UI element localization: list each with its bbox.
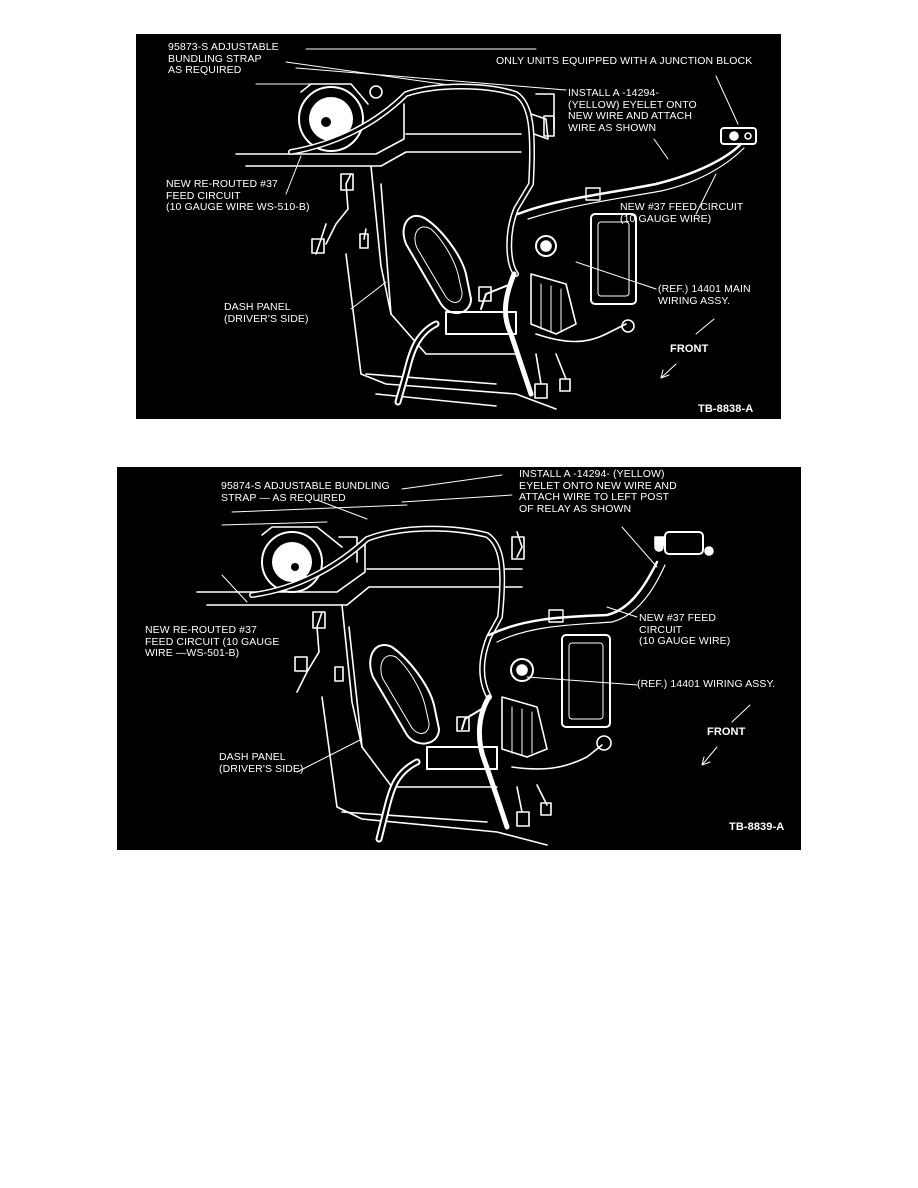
- label-junction-block: ONLY UNITS EQUIPPED WITH A JUNCTION BLOCK: [496, 55, 753, 67]
- label-install-eyelet: INSTALL A -14294- (YELLOW) EYELET ONTO NEW WIRE AND ATTACH WIRE AS SHOWN: [568, 87, 697, 134]
- dash-panel-outline: [197, 532, 547, 845]
- label-wiring-assy: (REF.) 14401 WIRING ASSY.: [637, 678, 776, 690]
- label-front: FRONT: [707, 726, 746, 738]
- label-dash-panel: DASH PANEL (DRIVER'S SIDE): [224, 301, 309, 325]
- label-bundling-strap: 95873-S ADJUSTABLE BUNDLING STRAP AS REQUIRED: [168, 41, 279, 76]
- label-new-feed-circuit: NEW #37 FEED CIRCUIT (10 GAUGE WIRE): [639, 612, 731, 647]
- label-install-eyelet: INSTALL A -14294- (YELLOW) EYELET ONTO NEW WIRE AND ATTACH WIRE TO LEFT POST OF RELAY AS SHOWN: [519, 468, 677, 515]
- diagram-top: [136, 34, 781, 419]
- label-rerouted-feed-circuit: NEW RE-ROUTED #37 FEED CIRCUIT (10 GAUGE WIRE —WS-501-B): [145, 624, 280, 659]
- figure-code: TB-8839-A: [729, 821, 785, 833]
- label-front: FRONT: [670, 343, 709, 355]
- diagram-bottom: [117, 467, 801, 850]
- label-dash-panel: DASH PANEL (DRIVER'S SIDE): [219, 751, 304, 775]
- label-new-feed-circuit: NEW #37 FEED CIRCUIT (10 GAUGE WIRE): [620, 201, 744, 225]
- label-bundling-strap: 95874-S ADJUSTABLE BUNDLING STRAP — AS REQUIRED: [221, 480, 390, 504]
- label-rerouted-feed-circuit: NEW RE-ROUTED #37 FEED CIRCUIT (10 GAUGE WIRE WS-510-B): [166, 178, 310, 213]
- label-main-wiring-assy: (REF.) 14401 MAIN WIRING ASSY.: [658, 283, 751, 307]
- figure-code: TB-8838-A: [698, 403, 754, 415]
- switch-plate: [591, 214, 636, 304]
